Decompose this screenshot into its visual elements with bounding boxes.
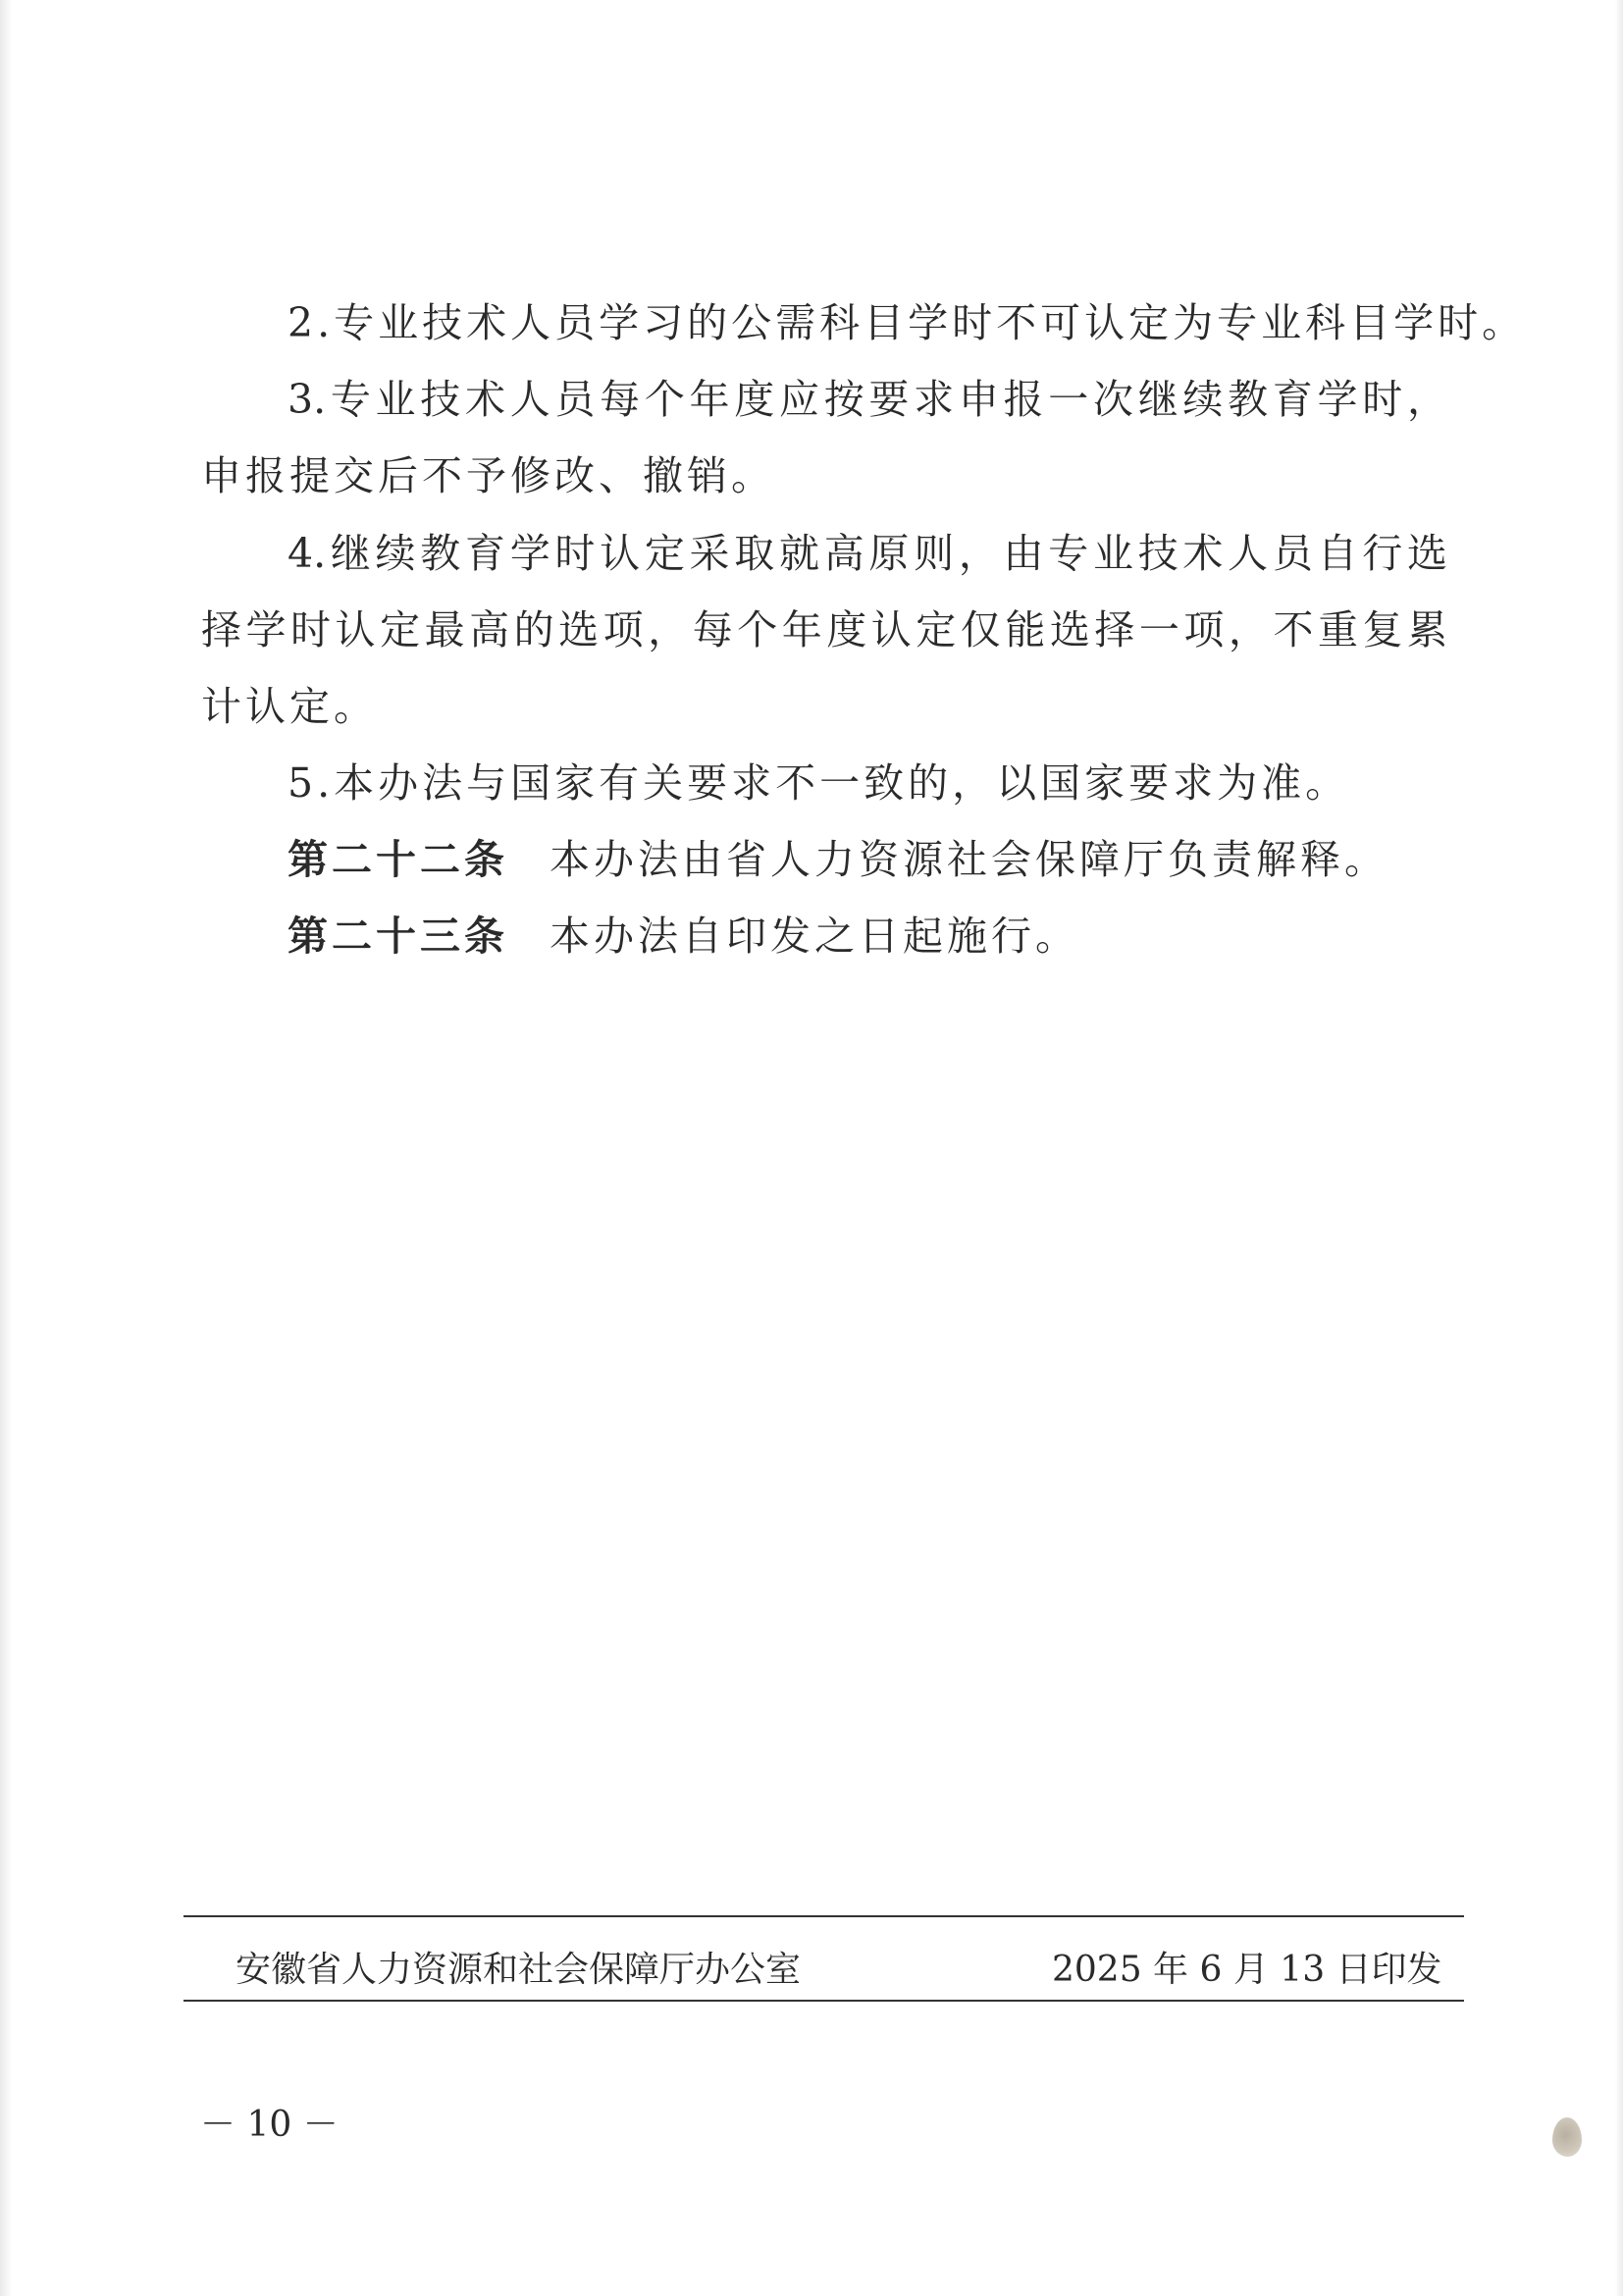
paragraph-item-2: 2.专业技术人员学习的公需科目学时不可认定为专业科目学时。 [288, 299, 1527, 346]
article-23-text: 本办法自印发之日起施行。 [550, 913, 1079, 960]
page-number: － 10 － [200, 2105, 339, 2145]
scan-ink-blot [1552, 2117, 1582, 2157]
article-23-heading: 第二十三条 [288, 913, 508, 960]
article-23 [288, 911, 1079, 962]
footer-issuer: 安徽省人力资源和社会保障厅办公室 [236, 1950, 802, 1990]
article-22-heading: 第二十二条 [288, 836, 508, 883]
paragraph-item-4-line-3: 计认定。 [201, 683, 378, 730]
paragraph-item-3-line-2: 申报提交后不予修改、撤销。 [201, 452, 775, 499]
footer-bottom-rule [183, 2000, 1464, 2002]
scan-left-edge [0, 0, 12, 2296]
scan-right-edge [1615, 0, 1623, 2296]
footer-issue-date: 2025 年 6 月 13 日印发 [1052, 1950, 1442, 1990]
article-22-text: 本办法由省人力资源社会保障厅负责解释。 [550, 836, 1388, 883]
paragraph-item-4-line-1: 4.继续教育学时认定采取就高原则，由专业技术人员自行选 [288, 530, 1447, 577]
footer-top-rule [183, 1915, 1464, 1917]
paragraph-item-3-line-1: 3.专业技术人员每个年度应按要求申报一次继续教育学时， [288, 376, 1447, 423]
article-22 [288, 834, 1388, 885]
paragraph-item-4-line-2: 择学时认定最高的选项，每个年度认定仅能选择一项，不重复累 [201, 606, 1447, 653]
paragraph-item-5: 5.本办法与国家有关要求不一致的，以国家要求为准。 [288, 759, 1350, 807]
